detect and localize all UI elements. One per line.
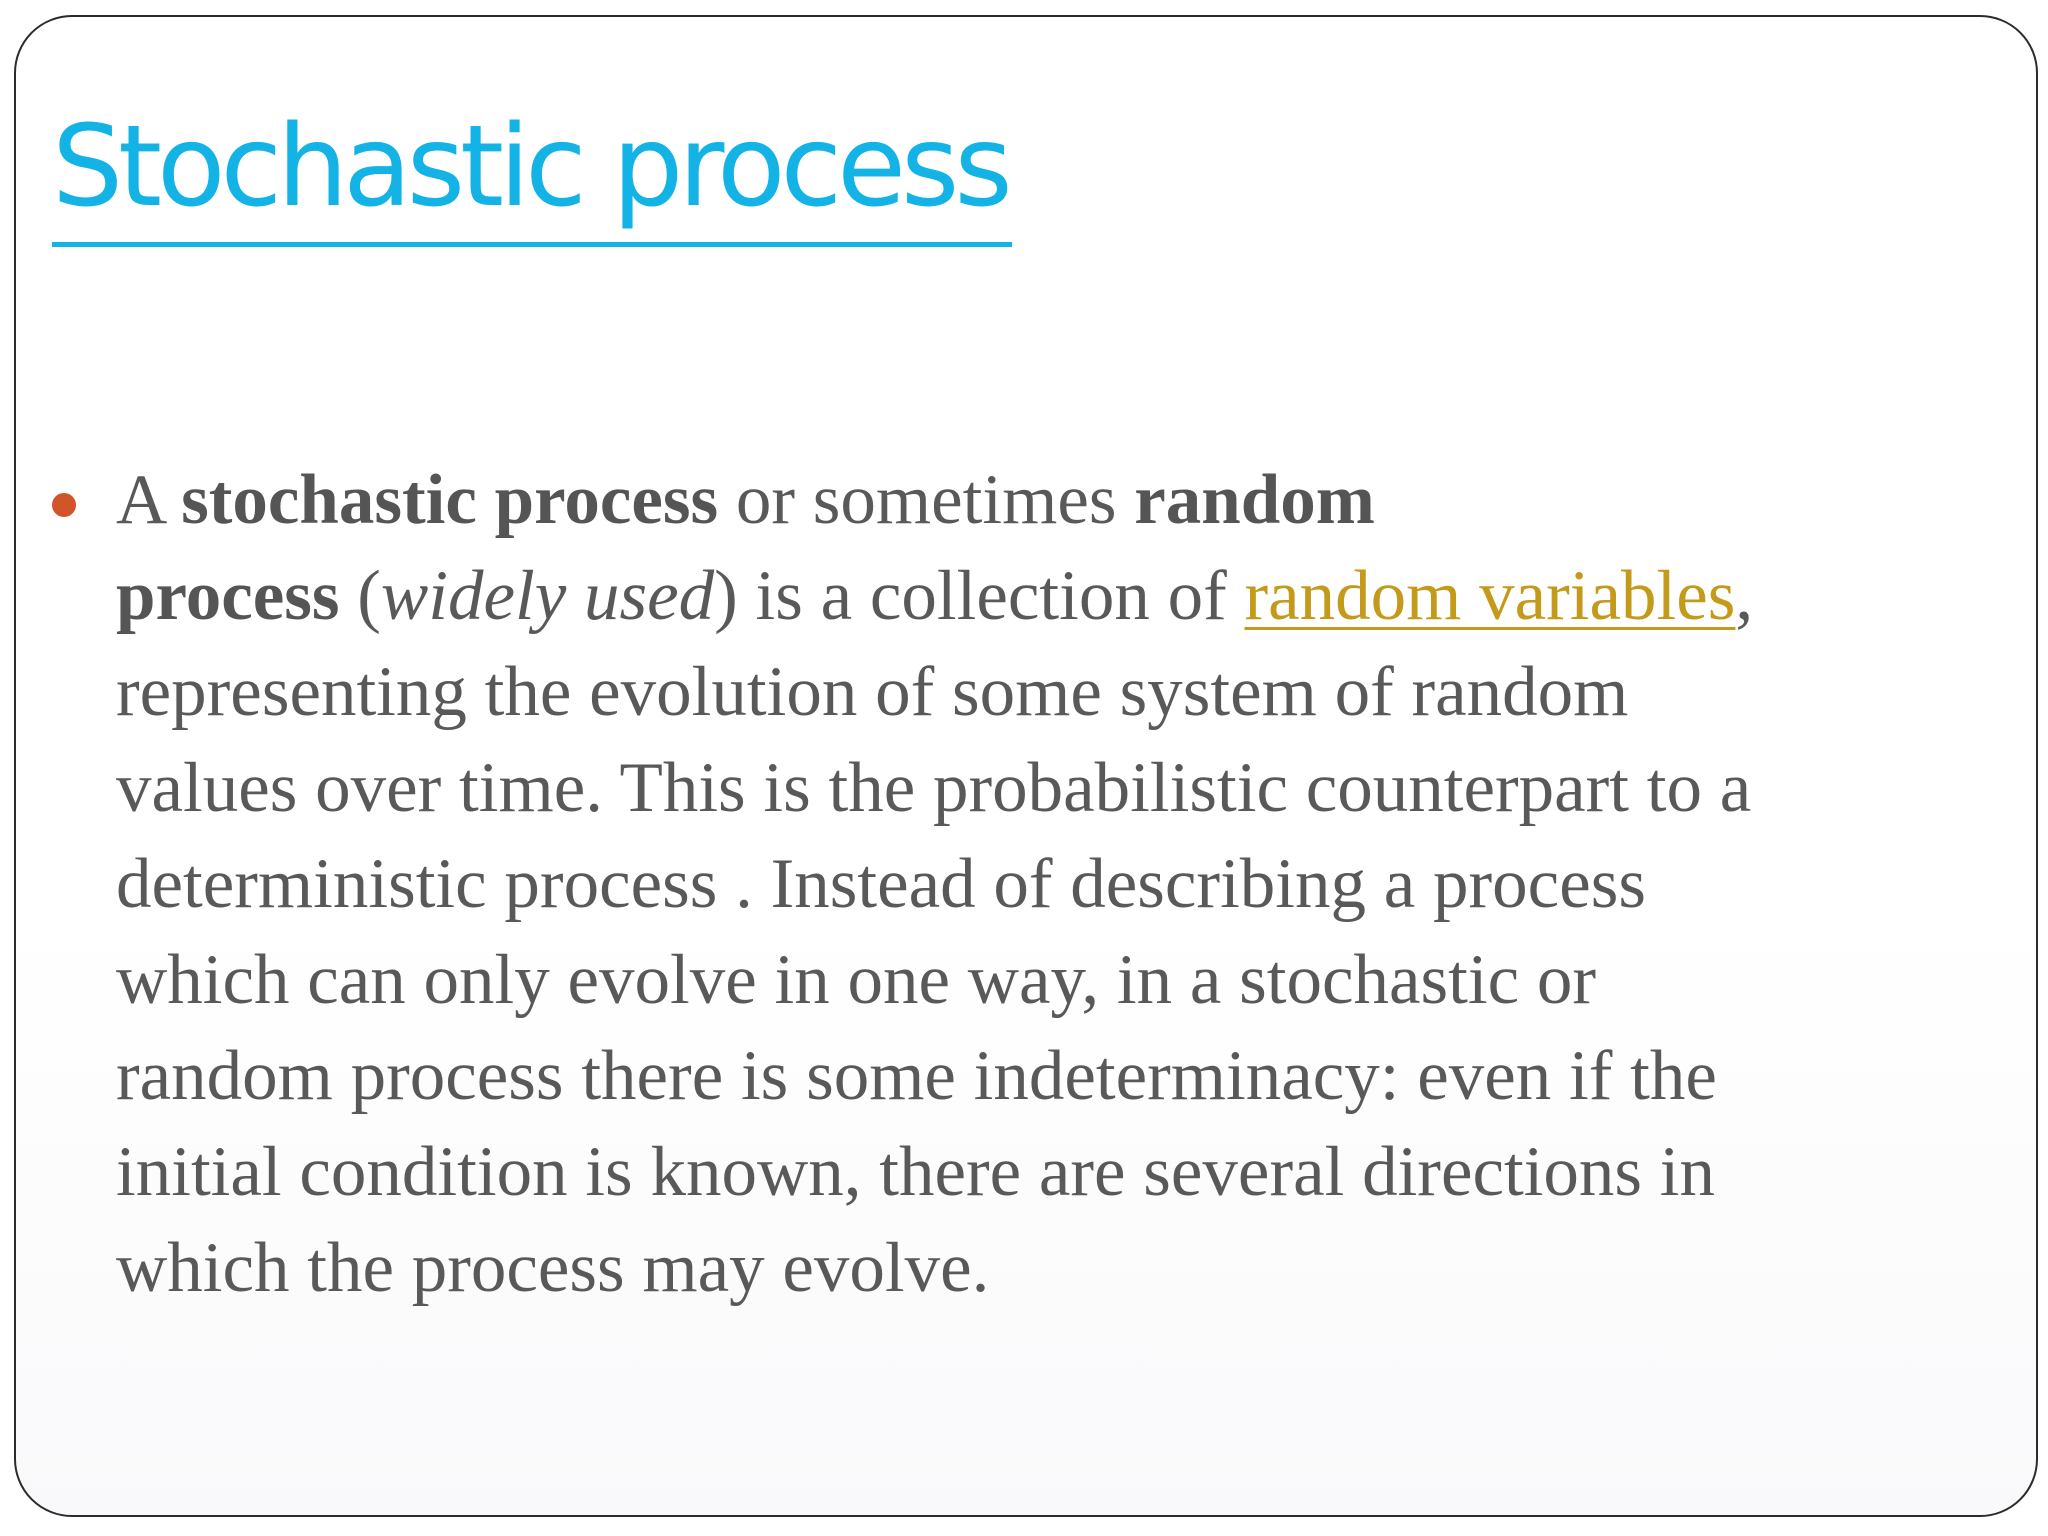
bullet-dot-icon: [52, 493, 76, 517]
text-line: [116, 740, 2016, 836]
text-run: A: [116, 461, 182, 539]
text-line: [116, 1220, 2016, 1316]
text-line: [116, 932, 2016, 1028]
text-run: which can only evolve in one way, in a stochastic or: [116, 941, 1597, 1019]
text-run: deterministic process . Instead of describing a process: [116, 845, 1646, 923]
bold-term: random: [1134, 461, 1375, 539]
italic-phrase: widely used: [380, 557, 715, 635]
text-line: [116, 548, 2016, 644]
text-line: [116, 452, 2016, 548]
text-run: (: [339, 557, 381, 635]
text-line: [116, 836, 2016, 932]
random-variables-link[interactable]: random variables: [1244, 557, 1736, 635]
text-line: [116, 1124, 2016, 1220]
text-line: [116, 1028, 2016, 1124]
bold-term: process: [116, 557, 340, 635]
bullet-text: [116, 452, 2016, 1316]
text-run: random process there is some indeterminacy: even if the: [116, 1037, 1717, 1115]
text-run: ) is a collection of: [714, 557, 1245, 635]
text-run: values over time. This is the probabilistic counterpart to a: [116, 749, 1752, 827]
text-run: which the process may evolve.: [116, 1229, 990, 1307]
text-run: or sometimes: [718, 461, 1135, 539]
text-run: ,: [1735, 557, 1754, 635]
slide-title: Stochastic process: [52, 92, 1012, 247]
text-line: [116, 644, 2016, 740]
text-run: initial condition is known, there are several directions in: [116, 1133, 1716, 1211]
text-run: representing the evolution of some system of random: [116, 653, 1629, 731]
bold-term: stochastic process: [181, 461, 719, 539]
